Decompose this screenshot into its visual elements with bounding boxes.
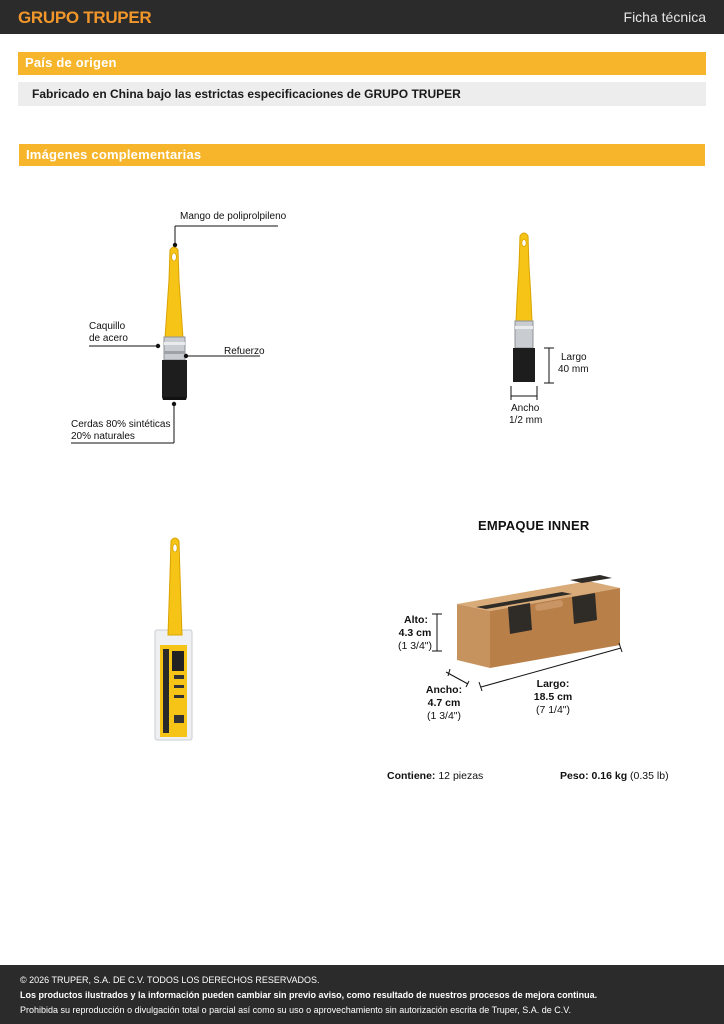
weight-spec bbox=[560, 770, 669, 782]
largo-inches: (7 1/4") bbox=[535, 704, 571, 716]
weight-label: Peso: bbox=[560, 770, 589, 782]
weight-value: 0.16 kg bbox=[591, 770, 628, 782]
weight-lb: (0.35 lb) bbox=[630, 770, 669, 782]
label-handle: Mango de poliprolpileno bbox=[180, 211, 287, 222]
footer-notice: Los productos ilustrados y la información pueden cambiar sin previo aviso, como resultado de nuestros procesos de mejora continua. bbox=[20, 990, 598, 1000]
alto-value: 4.3 cm bbox=[398, 627, 432, 639]
contains-spec bbox=[387, 770, 483, 782]
label-width-value: 1/2 mm bbox=[509, 415, 543, 426]
alto-inches: (1 3/4") bbox=[397, 640, 433, 652]
footer bbox=[0, 965, 724, 1024]
label-bristles-line1: Cerdas 80% sintéticas bbox=[71, 419, 171, 430]
document-type: Ficha técnica bbox=[623, 9, 706, 25]
label-bristles-line2: 20% naturales bbox=[71, 431, 135, 442]
footer-copyright: © 2026 TRUPER, S.A. DE C.V. TODOS LOS DERECHOS RESERVADOS. bbox=[20, 975, 320, 985]
label-length-value: 40 mm bbox=[558, 364, 589, 375]
alto-label: Alto: bbox=[404, 614, 428, 626]
inner-package-title: EMPAQUE INNER bbox=[478, 518, 590, 533]
section-origin-title: País de origen bbox=[18, 52, 706, 75]
contains-value: 12 piezas bbox=[438, 770, 484, 782]
label-ferrule-line1: Caquillo bbox=[89, 321, 126, 332]
origin-text: Fabricado en China bajo las estrictas especificaciones de GRUPO TRUPER bbox=[18, 82, 706, 106]
label-reinforcement: Refuerzo bbox=[224, 346, 265, 357]
label-ferrule-line2: de acero bbox=[89, 333, 128, 344]
footer-prohibition: Prohibida su reproducción o divulgación total o parcial así como su uso o aprovechamiento sin autorización escrita de Truper, S.A. de C.V. bbox=[20, 1005, 571, 1015]
label-length-title: Largo bbox=[561, 352, 587, 363]
contains-label: Contiene: bbox=[387, 770, 436, 782]
largo-label: Largo: bbox=[536, 678, 570, 690]
label-width-title: Ancho bbox=[511, 403, 540, 414]
alto-block bbox=[398, 614, 434, 627]
ancho-label: Ancho: bbox=[425, 684, 463, 696]
section-images-title: Imágenes complementarias bbox=[19, 144, 705, 166]
ancho-block bbox=[420, 684, 468, 723]
largo-block bbox=[528, 678, 578, 717]
ancho-inches: (1 3/4") bbox=[426, 710, 462, 722]
brand-logo: GRUPO TRUPER bbox=[18, 8, 152, 27]
largo-value: 18.5 cm bbox=[533, 691, 573, 703]
alto-value-block bbox=[392, 627, 438, 653]
ancho-value: 4.7 cm bbox=[427, 697, 461, 709]
